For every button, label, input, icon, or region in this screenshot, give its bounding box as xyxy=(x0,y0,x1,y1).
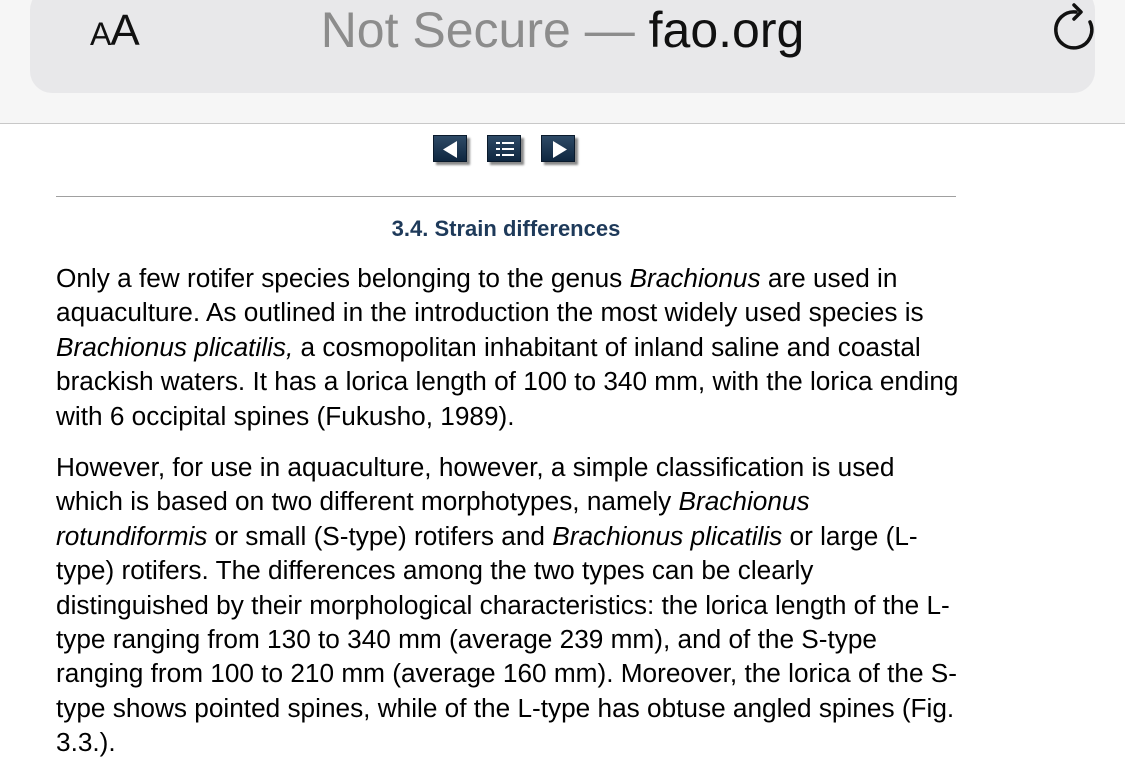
reload-icon xyxy=(1048,2,1104,58)
text-span: are used in aquaculture. As outlined in the introduction the most widely used species is xyxy=(56,263,924,328)
paragraph-1 xyxy=(56,261,961,433)
url-separator: — xyxy=(584,2,635,58)
next-icon xyxy=(542,136,576,163)
section-title: 3.4. Strain differences xyxy=(391,216,621,241)
species-name: Brachionus plicatilis, xyxy=(56,331,294,362)
text-size-small-a: A xyxy=(90,16,111,52)
text-span: or large (L-type) rotifers. The differences among the two types can be clearly distinguished by their morphological characteristics: the lorica length of the L-type ranging from 130 to 340 mm (average 239 mm), and of the S-type ranging from 100 to 210 mm (average 160 mm). Moreover, the lorica of the S-type shows pointed spines, while of the L-type has obtuse angled spines (Fig. 3.3.). xyxy=(56,520,957,758)
next-page-button[interactable] xyxy=(541,135,575,162)
text-span: However, for use in aquaculture, however, a simple classification is used which is based on two different morphotypes, namely xyxy=(56,452,895,517)
previous-page-button[interactable] xyxy=(433,135,467,162)
paragraph-2 xyxy=(56,450,961,760)
species-name: Brachionus rotundiformis xyxy=(56,486,810,551)
security-status: Not Secure xyxy=(320,2,571,58)
text-span: a cosmopolitan inhabitant of inland saline and coastal brackish waters. It has a lorica length of 100 to 340 mm, with the lorica ending with 6 occipital spines (Fukusho, 1989). xyxy=(56,331,959,431)
contents-icon xyxy=(488,136,522,163)
text-span: or small (S-type) rotifers and xyxy=(207,520,553,551)
browser-chrome xyxy=(0,0,1125,124)
address-bar[interactable] xyxy=(30,0,1095,93)
previous-icon xyxy=(434,136,468,163)
reload-button[interactable] xyxy=(1048,2,1104,58)
species-name: Brachionus xyxy=(629,263,761,293)
text-span: Only a few rotifer species belonging to the genus xyxy=(56,263,630,293)
horizontal-rule xyxy=(56,196,956,197)
text-size-large-a: A xyxy=(110,6,139,55)
contents-button[interactable] xyxy=(487,135,521,162)
url-domain: fao.org xyxy=(648,2,805,58)
url-display[interactable] xyxy=(30,2,1095,58)
species-name: Brachionus plicatilis xyxy=(552,520,783,551)
